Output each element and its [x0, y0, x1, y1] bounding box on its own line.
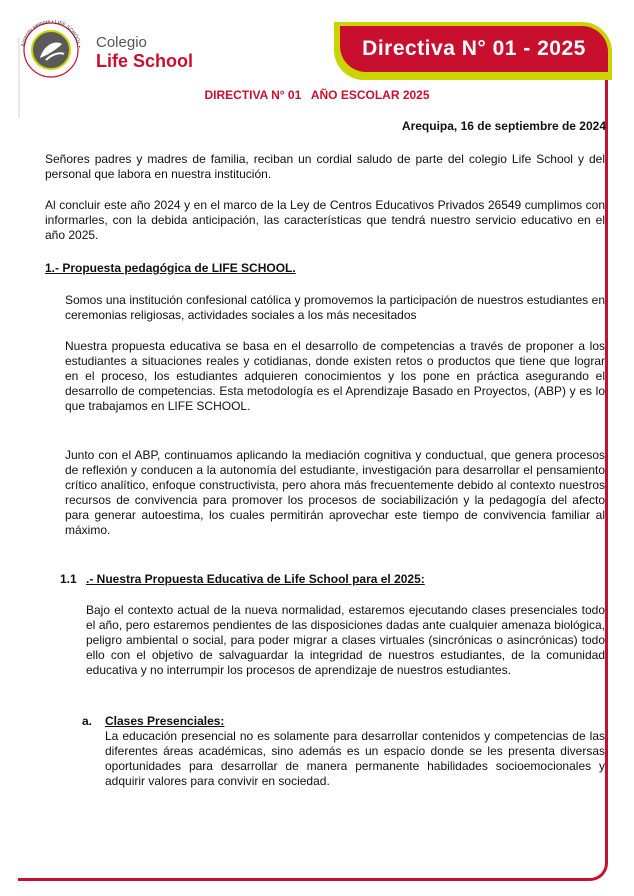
item-a-heading: Clases Presenciales: — [105, 714, 225, 728]
school-logo — [16, 14, 196, 82]
intro-paragraph-1: Señores padres y madres de familia, reciban un cordial saludo de parte del colegio Life School y del personal que labora en nuestra institución. — [45, 152, 605, 181]
logo-ring-text: Aprendo siempre • LIFE SCHOOL • — [20, 18, 82, 48]
school-crest-icon — [16, 14, 86, 82]
document-date: Arequipa, 16 de septiembre de 2024 — [401, 119, 606, 133]
directive-badge-label: Directiva N° 01 - 2025 — [362, 37, 586, 60]
section-1-1-paragraph: Bajo el contexto actual de la nueva normalidad, estaremos ejecutando clases presenciales todo el año, pero estaremos pendientes de las disposiciones dadas ante cualquier amenaza biológica, peligro ambiental o social, para poder migrar a clases virtuales (sincrónicas o asincrónicas) todo ello con el objetivo de salvaguardar la integridad de nuestros estudiantes, de la comunidad educativa y no interrumpir los procesos de aprendizaje de nuestros estudiantes. — [86, 603, 605, 677]
logo-colegio-label: Colegio — [96, 34, 147, 51]
directive-badge — [340, 26, 608, 72]
item-a-paragraph: La educación presencial no es solamente para desarrollar contenidos y competencias de las diferentes áreas académicas, sino además es un espacio donde se les presenta diversas oportunidades para desarrollar de manera permanente habilidades socioemocionales y adquirir valores para convivir en sociedad. — [105, 729, 605, 788]
section-1-paragraph-3: Junto con el ABP, continuamos aplicando la mediación cognitiva y conductual, que genera procesos de reflexión y conducen a la autonomía del estudiante, investigación para desarrollar el pensamiento crítico analítico, enfoque constructivista, pero ahora más frecuentemente debido al contexto nuestros recursos de convivencia para promover los procesos de sociabilización y la pedagogía del afecto para generar autoestima, los cuales permitirán aprovechar este tiempo de convivencia familiar al máximo. — [65, 448, 605, 537]
logo-school-label: Life School — [96, 51, 194, 71]
intro-paragraph-2: Al concluir este año 2024 y en el marco de la Ley de Centros Educativos Privados 26549 cumplimos con informarles, con la debida anticipación, las características que tendrá nuestro servicio educativo en el año 2025. — [45, 198, 605, 242]
section-1-1-heading: .- Nuestra Propuesta Educativa de Life School para el 2025: — [86, 572, 425, 586]
section-1-paragraph-2: Nuestra propuesta educativa se basa en el desarrollo de competencias a través de proponer a los estudiantes a situaciones reales y cotidianas, donde existen retos o productos que tiene que lograr en el proceso, los estudiantes adquieren conocimientos y los pone en práctica asegurando el desarrollo de competencias. Esta metodología es el Aprendizaje Basado en Proyectos, (ABP) y es lo que trabajamos en LIFE SCHOOL. — [65, 339, 605, 413]
section-1-paragraph-1: Somos una institución confesional católica y promovemos la participación de nuestros estudiantes en ceremonias religiosas, actividades sociales a los más necesitados — [65, 293, 605, 322]
item-a-letter: a. — [82, 714, 93, 728]
section-1-1-number: 1.1 — [60, 572, 77, 586]
document-title: DIRECTIVA N° 01 AÑO ESCOLAR 2025 — [204, 88, 430, 102]
section-1-heading: 1.- Propuesta pedagógica de LIFE SCHOOL. — [45, 261, 296, 275]
